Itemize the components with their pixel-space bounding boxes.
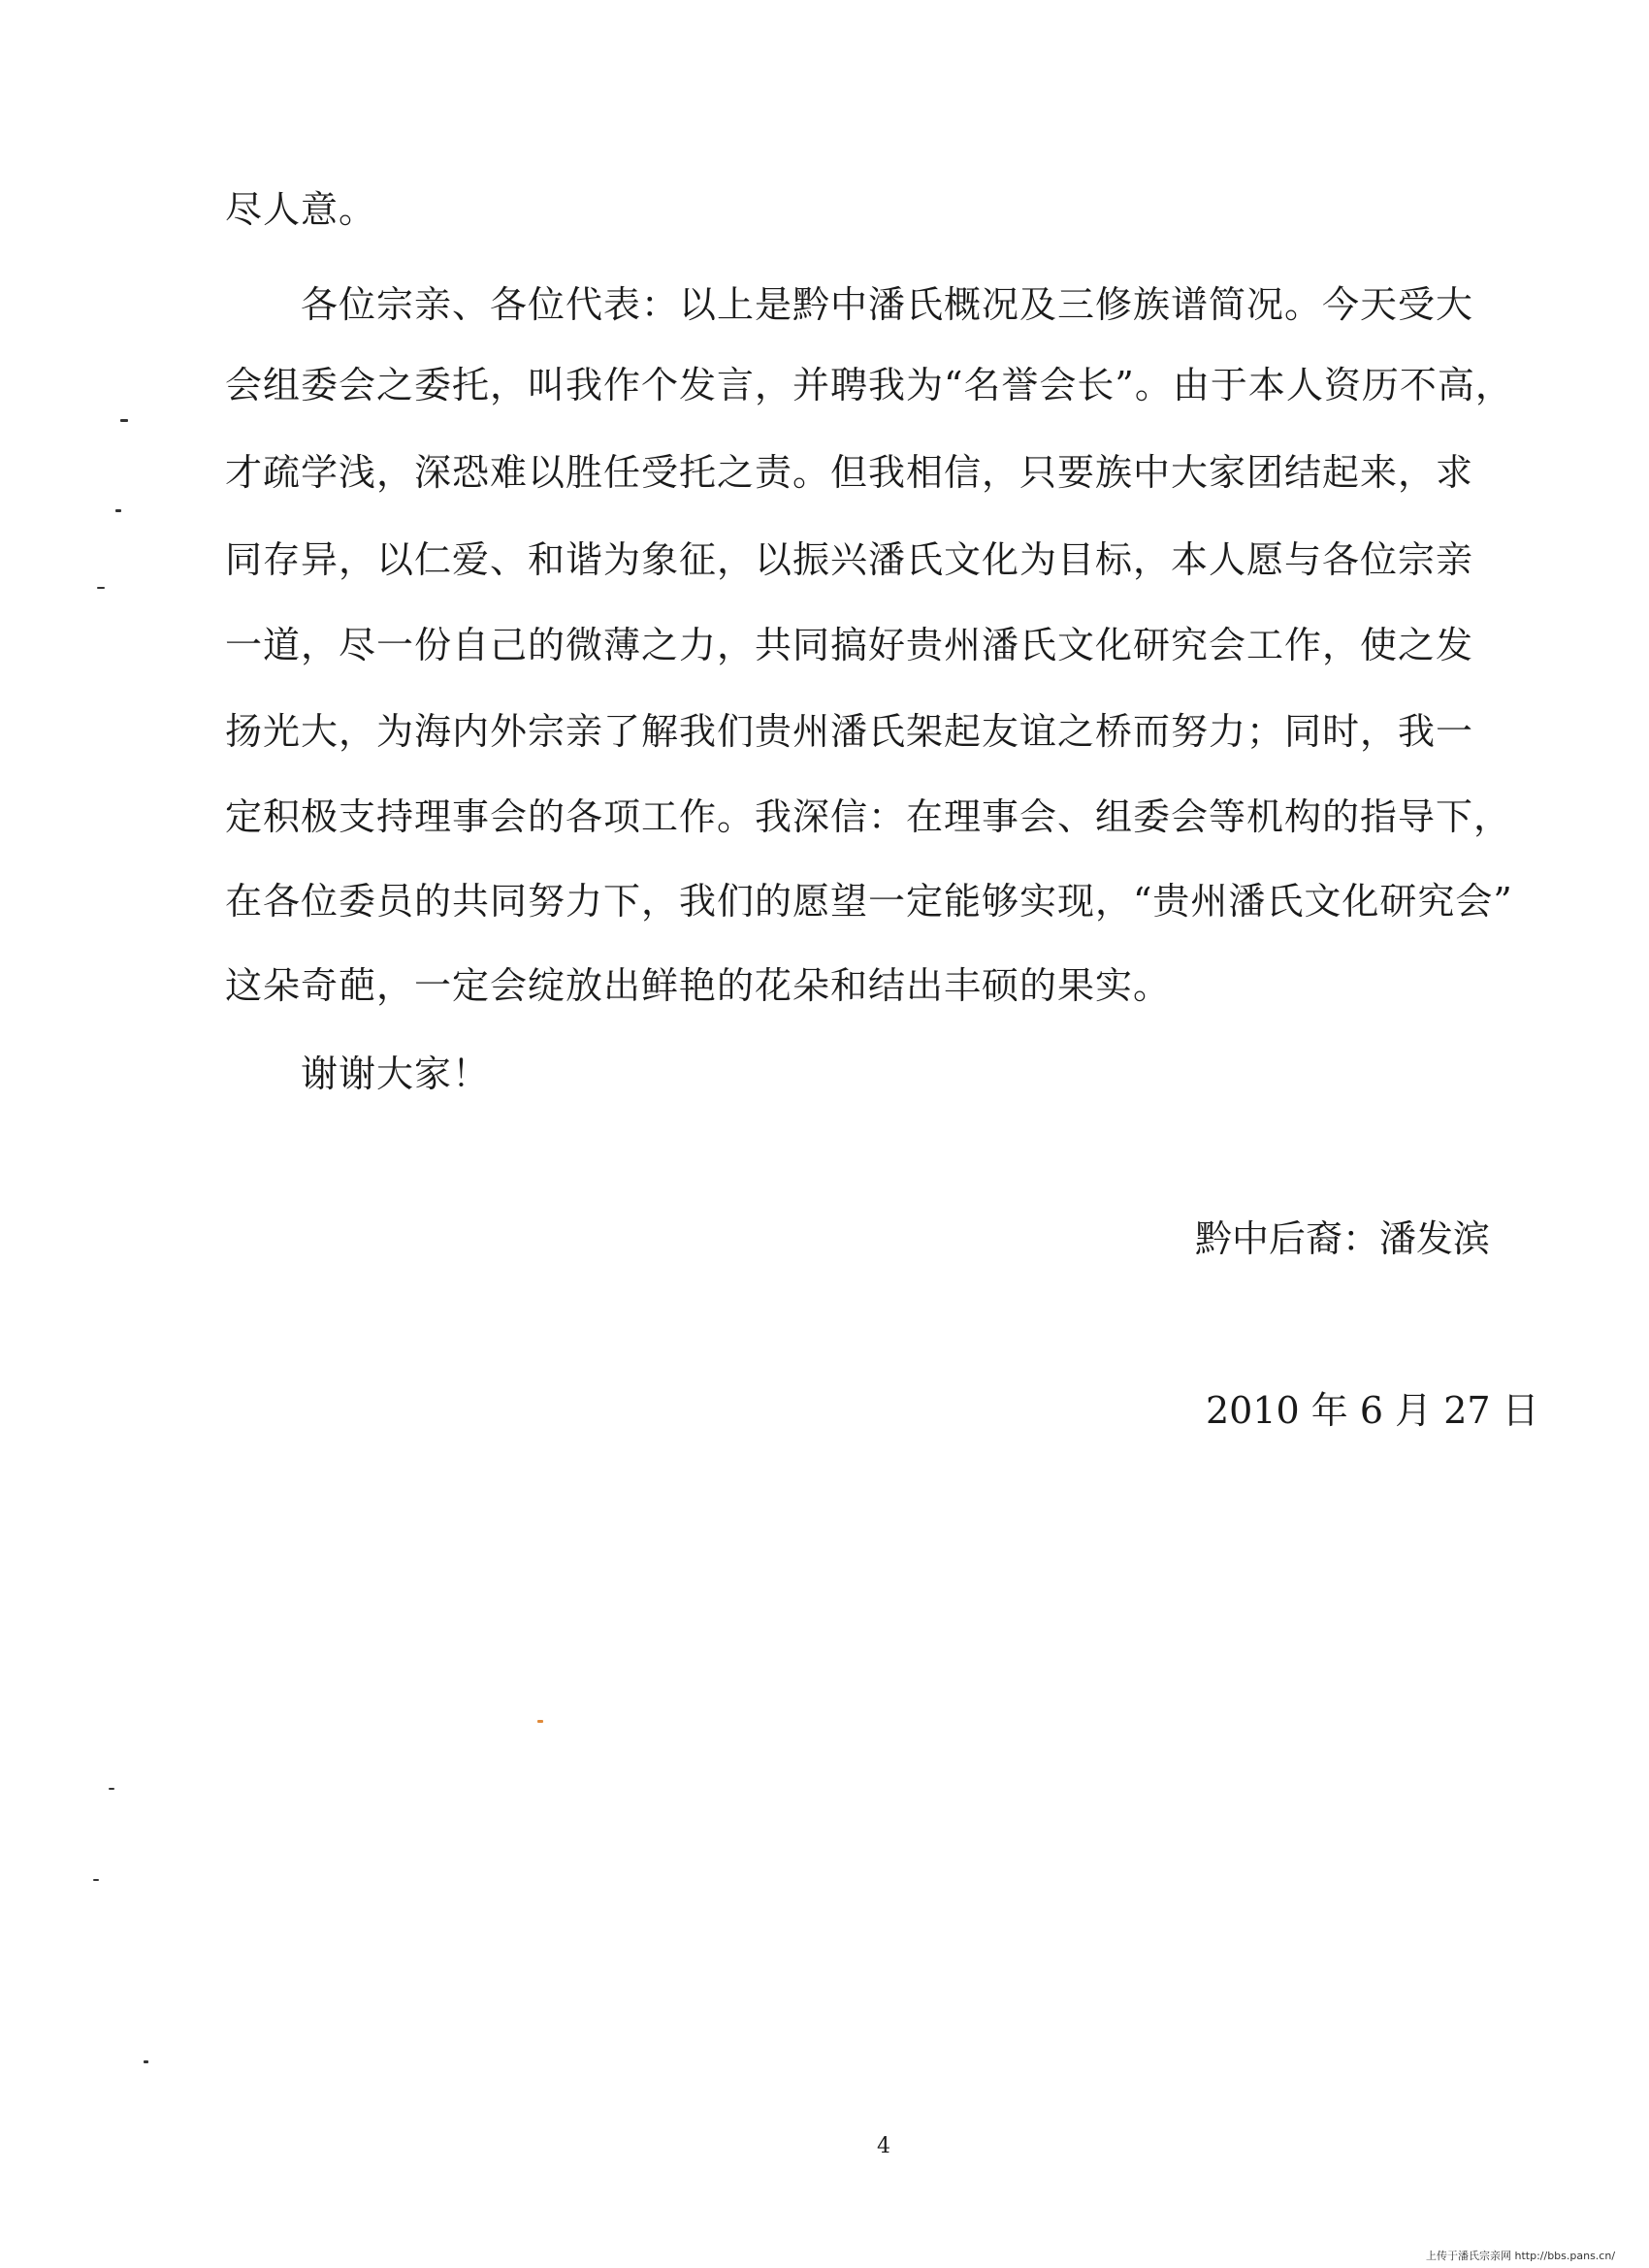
text-line: 谢谢大家！ — [225, 1053, 491, 1095]
text-line: 同存异，以仁爱、和谐为象征，以振兴潘氏文化为目标，本人愿与各位宗亲 — [225, 538, 1474, 581]
text-line: 这朵奇葩，一定会绽放出鲜艳的花朵和结出丰硕的果实。 — [225, 964, 1172, 1007]
text-line: 尽人意。 — [225, 188, 377, 231]
scan-speck — [120, 419, 128, 422]
text-line: 会组委会之委托，叫我作个发言，并聘我为“名誉会长”。由于本人资历不高， — [225, 364, 1513, 406]
text-line: 在各位委员的共同努力下，我们的愿望一定能够实现，“贵州潘氏文化研究会” — [225, 880, 1513, 923]
text-line: 定积极支持理事会的各项工作。我深信：在理事会、组委会等机构的指导下， — [225, 795, 1512, 838]
scan-speck — [109, 1788, 114, 1790]
scan-speck — [537, 1720, 543, 1723]
date: 2010 年 6 月 27 日 — [1206, 1389, 1539, 1432]
page-number: 4 — [877, 2134, 890, 2158]
text-line: 扬光大，为海内外宗亲了解我们贵州潘氏架起友谊之桥而努力；同时，我一 — [225, 710, 1474, 753]
scan-speck — [97, 587, 105, 589]
signature: 黔中后裔：潘发滨 — [1195, 1217, 1491, 1260]
watermark: 上传于潘氏宗亲网 http://bbs.pans.cn/ — [1426, 2250, 1616, 2262]
text-line: 才疏学浅，深恐难以胜任受托之责。但我相信，只要族中大家团结起来，求 — [225, 451, 1474, 494]
scan-speck — [144, 2060, 148, 2063]
text-line: 各位宗亲、各位代表：以上是黔中潘氏概况及三修族谱简况。今天受大 — [225, 283, 1474, 326]
text-line: 一道，尽一份自己的微薄之力，共同搞好贵州潘氏文化研究会工作，使之发 — [225, 624, 1474, 666]
scan-speck — [93, 1879, 99, 1881]
scan-speck — [115, 509, 121, 512]
